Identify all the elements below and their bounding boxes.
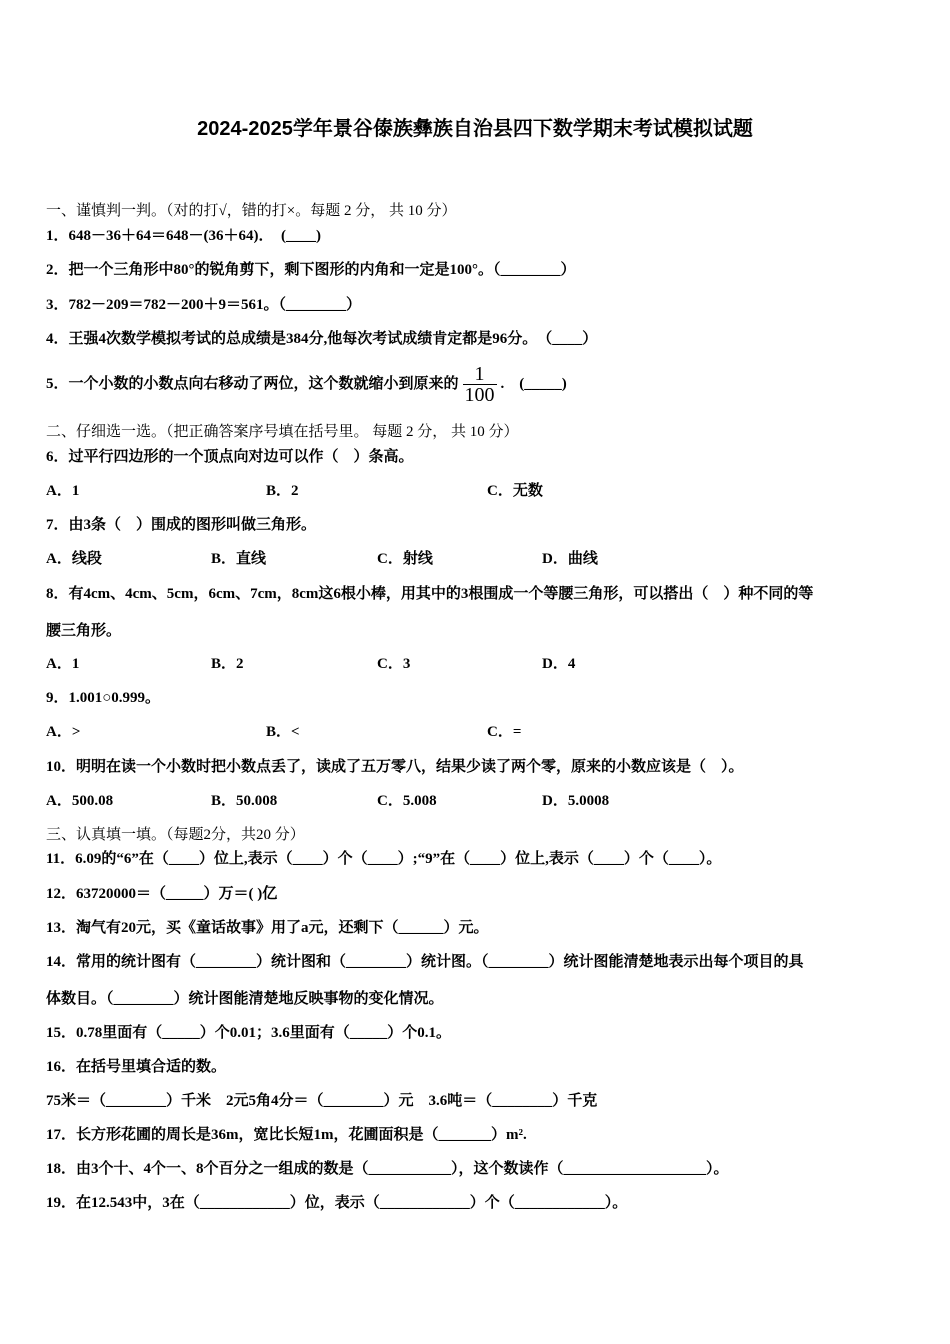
question-15: 15．0.78里面有（_____）个0.01；3.6里面有（_____）个0.1。 <box>46 1025 452 1041</box>
question-6: 6．过平行四边形的一个顶点向对边可以作（ ）条高。 <box>46 449 414 465</box>
q9-option-b: B．< <box>266 724 300 740</box>
q10-option-b: B．50.008 <box>211 793 278 809</box>
page-title: 2024-2025学年景谷傣族彝族自治县四下数学期末考试模拟试题 <box>197 118 753 140</box>
question-14-line-1: 14．常用的统计图有（________）统计图和（________）统计图。（________）统计图能清楚地表示出每个项目的具 <box>46 954 804 970</box>
question-17: 17．长方形花圃的周长是36m，宽比长短1m，花圃面积是（_______）m². <box>46 1127 527 1143</box>
question-4: 4．王强4次数学模拟考试的总成绩是384分,他每次考试成绩肯定都是96分。 （____） <box>46 331 598 347</box>
q7-option-b: B．直线 <box>211 551 267 567</box>
q8-option-c: C．3 <box>377 656 411 672</box>
question-5-text: 5．一个小数的小数点向右移动了两位，这个数就缩小到原来的 <box>46 376 459 392</box>
question-3: 3．782－209＝782－200＋9＝561。（________） <box>46 297 362 313</box>
question-8-line-2: 腰三角形。 <box>46 623 122 639</box>
question-9: 9．1.001○0.999。 <box>46 690 161 706</box>
question-1: 1．648－36＋64＝648－(36＋64)． (____) <box>46 228 321 244</box>
q7-option-a: A．线段 <box>46 551 102 567</box>
q6-option-a: A．1 <box>46 483 80 499</box>
question-13: 13．淘气有20元，买《童话故事》用了a元，还剩下（______）元。 <box>46 920 489 936</box>
q7-option-d: D．曲线 <box>542 551 598 567</box>
q9-option-a: A．> <box>46 724 81 740</box>
q8-option-b: B．2 <box>211 656 244 672</box>
question-19: 19．在12.543中，3在（____________）位，表示（____________）个（____________）。 <box>46 1195 628 1211</box>
q9-option-c: C．= <box>487 724 522 740</box>
q7-option-c: C．射线 <box>377 551 433 567</box>
q6-option-b: B．2 <box>266 483 299 499</box>
question-7: 7．由3条（ ）围成的图形叫做三角形。 <box>46 517 317 533</box>
fraction-numerator: 1 <box>474 363 485 386</box>
q10-option-a: A．500.08 <box>46 793 114 809</box>
q8-option-d: D．4 <box>542 656 576 672</box>
section-2-header: 二、仔细选一选。（把正确答案序号填在括号里。 每题 2 分， 共 10 分） <box>46 424 519 440</box>
question-5 <box>46 358 916 410</box>
q10-option-c: C．5.008 <box>377 793 437 809</box>
question-2: 2．把一个三角形中80°的锐角剪下，剩下图形的内角和一定是100°。（________） <box>46 262 576 278</box>
fraction-one-hundredth <box>463 364 497 405</box>
question-18: 18．由3个十、4个一、8个百分之一组成的数是（___________），这个数读作（___________________）。 <box>46 1161 729 1177</box>
fraction-denominator: 100 <box>464 384 495 407</box>
section-3-header: 三、认真填一填。（每题2分，共20 分） <box>46 827 305 843</box>
question-12: 12．63720000＝（_____）万＝( )亿 <box>46 886 278 902</box>
question-11: 11．6.09的“6”在（____）位上,表示（____）个（____）;“9”在（____）位上,表示（____）个（____）。 <box>46 851 722 867</box>
question-16: 16．在括号里填合适的数。 <box>46 1059 227 1075</box>
q8-option-a: A．1 <box>46 656 80 672</box>
question-5-tail: . (_____) <box>500 376 567 392</box>
question-10: 10．明明在读一个小数时把小数点丢了，读成了五万零八，结果少读了两个零，原来的小数应该是（ ）。 <box>46 759 744 775</box>
question-8-line-1: 8．有4cm、4cm、5cm，6cm、7cm，8cm这6根小棒，用其中的3根围成一个等腰三角形，可以搭出（ ）种不同的等 <box>46 586 814 602</box>
q10-option-d: D．5.0008 <box>542 793 610 809</box>
question-14-line-2: 体数目。（________）统计图能清楚地反映事物的变化情况。 <box>46 991 444 1007</box>
q6-option-c: C．无数 <box>487 483 543 499</box>
section-1-header: 一、谨慎判一判。（对的打√，错的打×。每题 2 分， 共 10 分） <box>46 203 457 219</box>
question-16-items: 75米＝（________）千米 2元5角4分＝（________）元 3.6吨＝（________）千克 <box>46 1093 598 1109</box>
